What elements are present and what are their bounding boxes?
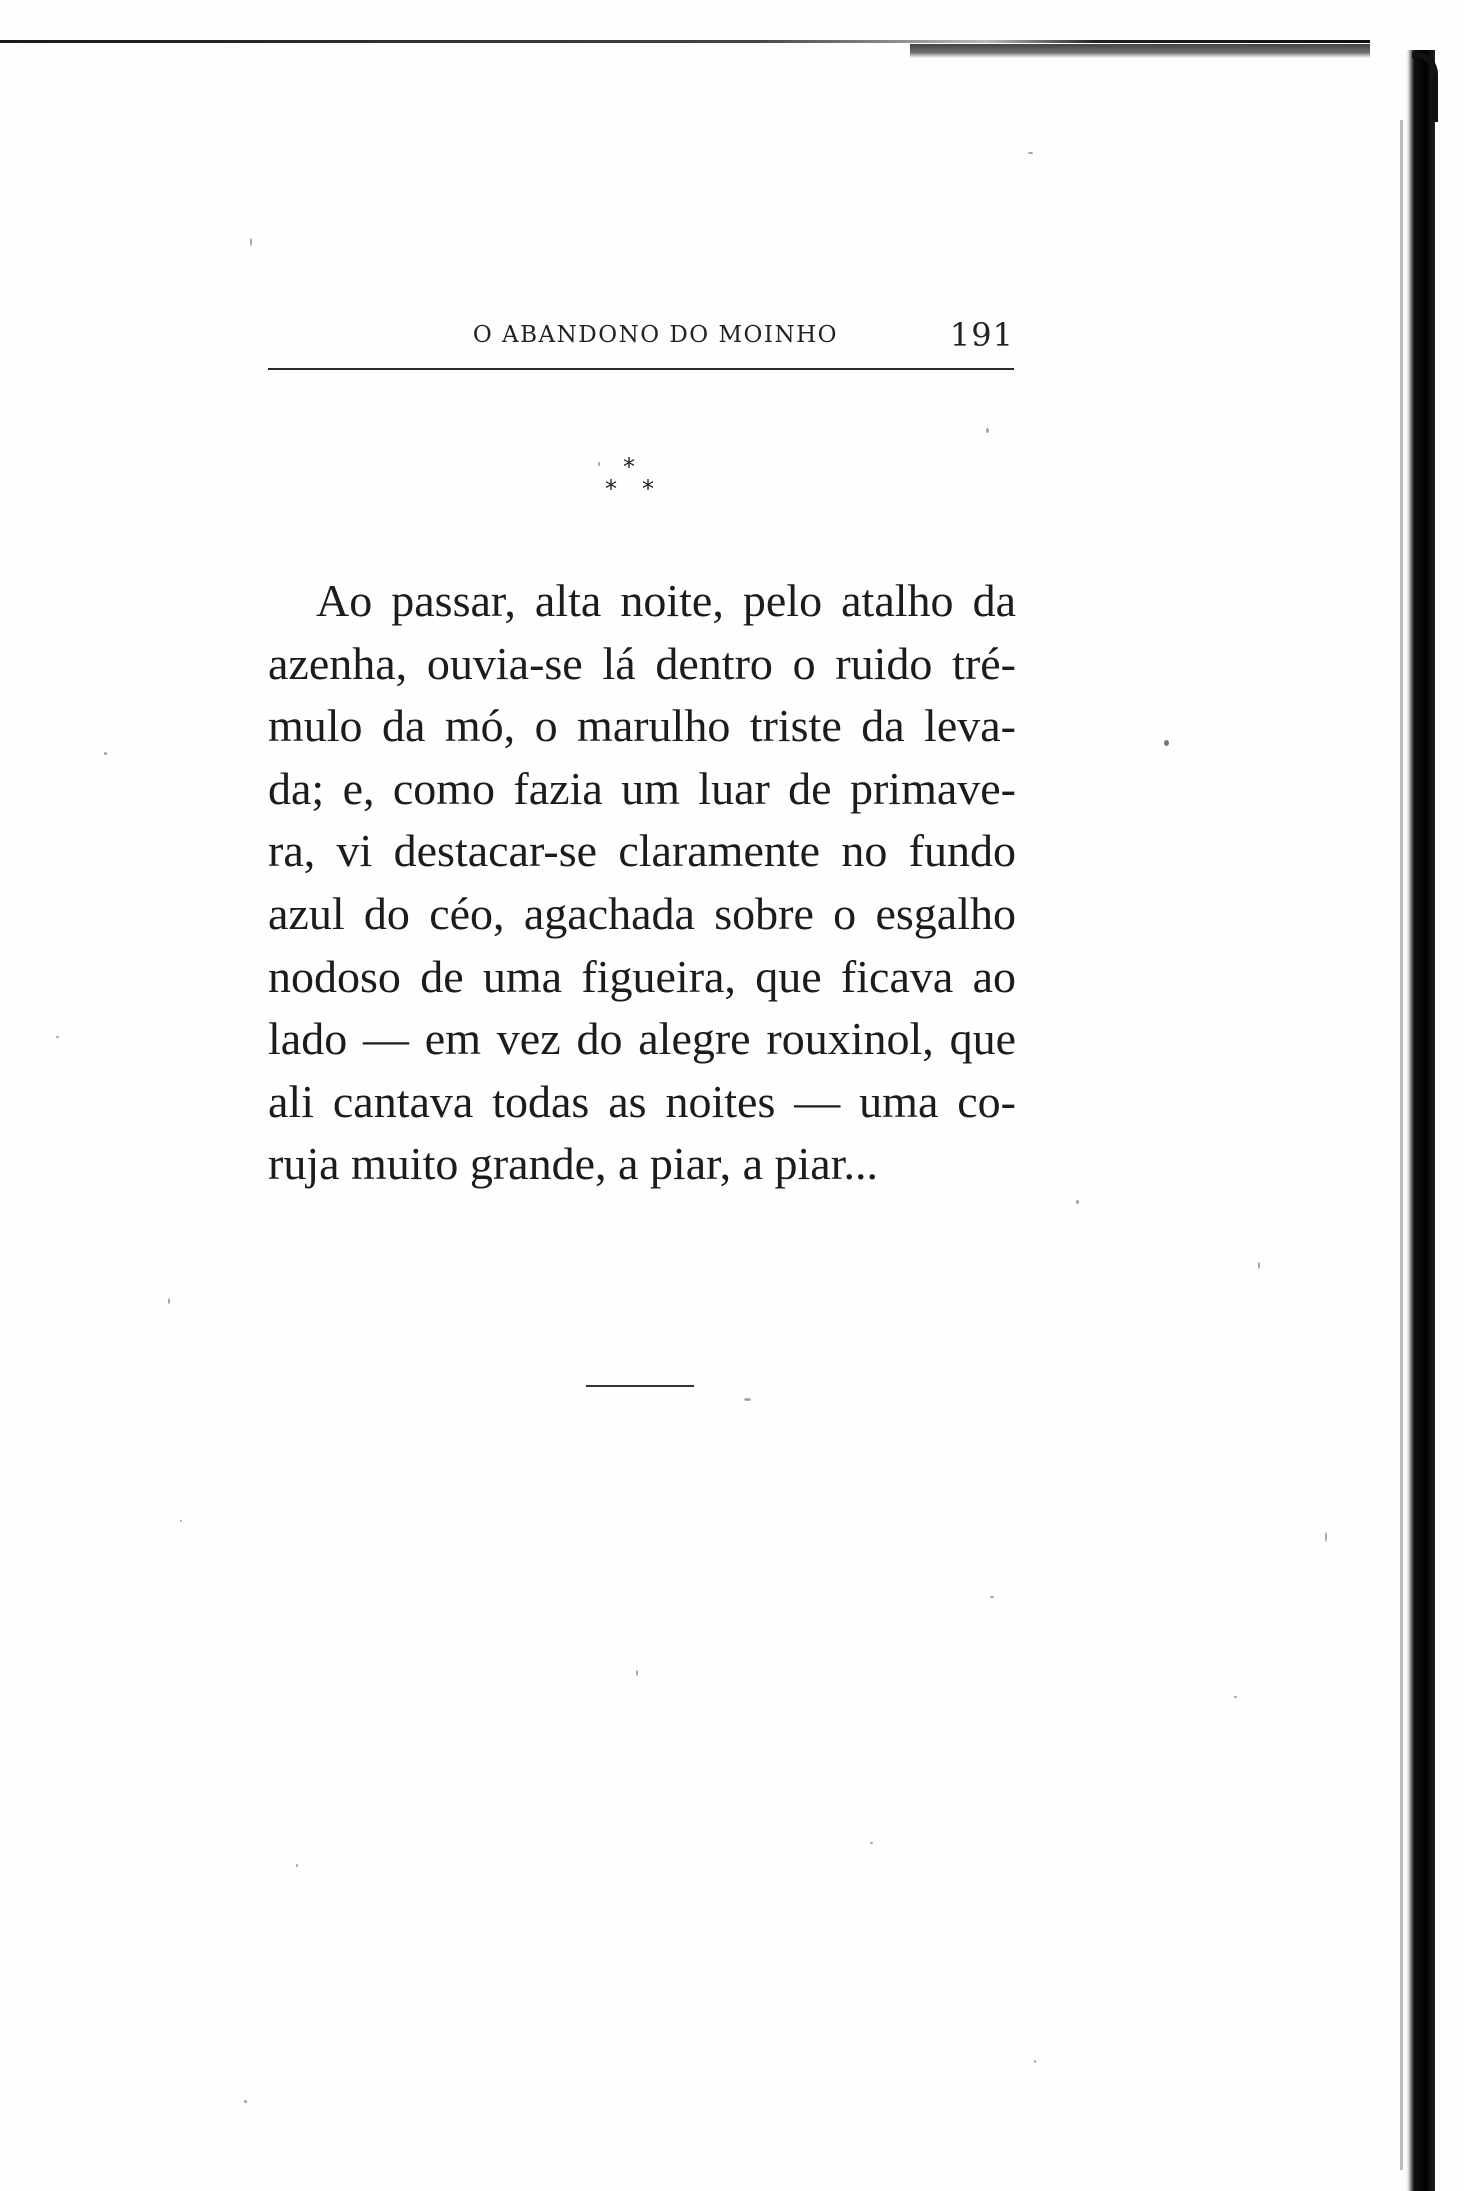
scan-speck <box>180 1520 182 1522</box>
text-line: azenha, ouvia-se lá dentro o ruido tré- <box>268 637 1016 689</box>
scan-speck <box>1258 1262 1260 1269</box>
scan-speck <box>744 1398 751 1401</box>
text-line: mulo da mó, o marulho triste da leva- <box>268 700 1016 752</box>
end-rule <box>586 1385 694 1387</box>
asterism-star-top: * <box>623 453 635 481</box>
scan-speck <box>598 462 600 466</box>
scan-speck <box>1034 2060 1036 2063</box>
scan-top-shadow <box>910 44 1370 58</box>
text-line: ruja muito grande, a piar, a piar... <box>268 1138 878 1190</box>
page-number: 191 <box>949 316 1014 354</box>
paragraph <box>268 570 1016 1196</box>
scan-speck <box>1164 740 1169 746</box>
scan-speck <box>104 752 107 755</box>
book-binding-edge <box>1405 50 1435 2191</box>
scan-speck <box>1325 1532 1327 1542</box>
scan-speck <box>1076 1200 1079 1204</box>
text-line: nodoso de uma figueira, que ficava ao <box>268 950 1016 1002</box>
header-rule <box>268 368 1014 370</box>
scan-speck <box>244 2100 247 2103</box>
asterism-star-right: * <box>642 475 654 503</box>
scan-speck <box>1234 1696 1237 1698</box>
asterism-star-left: * <box>605 475 617 503</box>
scan-speck <box>636 1670 638 1676</box>
scan-speck <box>990 1596 994 1598</box>
binding-shadow <box>1400 120 1403 2170</box>
text-line: ra, vi destacar-se claramente no fundo <box>268 825 1016 877</box>
scan-top-edge <box>0 40 1370 43</box>
text-line: lado — em vez do alegre rouxinol, que <box>268 1013 1016 1065</box>
scan-speck <box>986 428 989 433</box>
chapter-title: O ABANDONO DO MOINHO <box>472 322 838 348</box>
binding-curl <box>1412 52 1438 122</box>
asterism-divider <box>590 455 680 515</box>
text-line: da; e, como fazia um luar de primave- <box>268 762 1016 814</box>
scan-speck <box>296 1864 298 1867</box>
scan-speck <box>870 1842 873 1844</box>
text-line: ali cantava todas as noites — uma co- <box>268 1075 1016 1127</box>
scan-speck <box>250 238 252 246</box>
scan-speck <box>56 1036 59 1038</box>
scan-speck <box>1028 152 1033 154</box>
text-line: Ao passar, alta noite, pelo atalho da <box>316 575 1016 626</box>
running-header <box>268 312 1014 362</box>
scan-speck <box>168 1298 170 1304</box>
text-line: azul do céo, agachada sobre o esgalho <box>268 887 1016 939</box>
